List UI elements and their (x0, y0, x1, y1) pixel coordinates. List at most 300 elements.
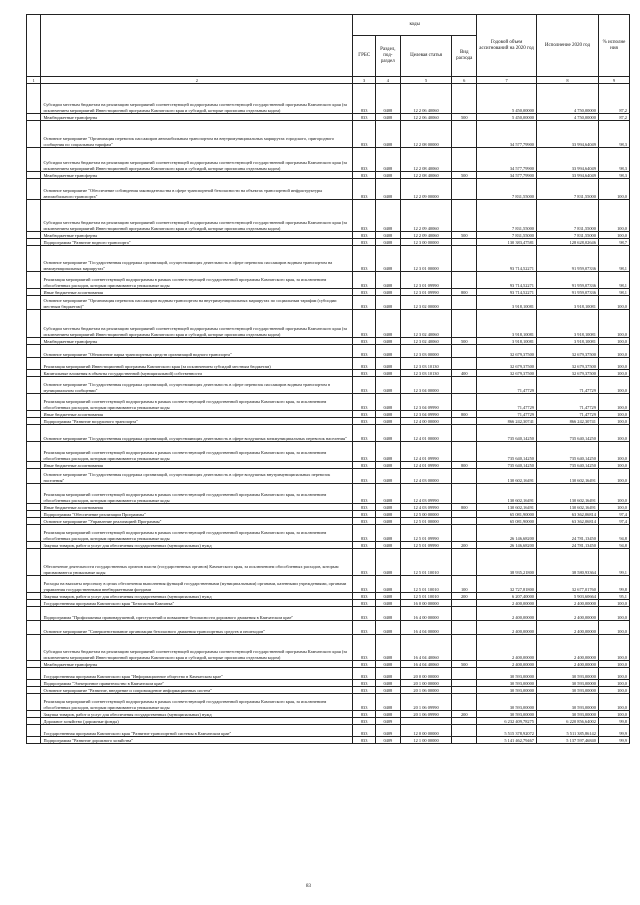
row-name: Государственная программа Камчатского края "Безопасная Камчатка" (41, 600, 353, 607)
row-grbs: 833 (353, 593, 376, 600)
row-target-article: 20 0 00 00000 (400, 668, 452, 680)
row-percent: 100,0 (598, 345, 629, 358)
row-execution: 30 593,00000 (537, 687, 599, 694)
column-number: 8 (537, 77, 599, 84)
row-section: 0408 (375, 148, 400, 172)
row-execution: 30 593,00000 (537, 668, 599, 680)
row-grbs: 833 (353, 289, 376, 296)
row-target-article: 12 3 01 09990 (400, 272, 452, 289)
row-annual-plan: 30 593,00000 (477, 680, 537, 687)
table-row (27, 148, 630, 172)
row-name: Подпрограмма "Развитие водного транспорта" (41, 239, 353, 246)
row-annual-plan: 735 640,14250 (477, 442, 537, 462)
row-name: Основное мероприятие "Организация перевозок пассажиров водным транспортом на внутримуниципальных маршрутах по социальным тарифам (субсидии местным бюджетам)" (41, 296, 353, 310)
row-expense-type: 800 (452, 462, 477, 469)
row-percent: 98,1 (598, 246, 629, 272)
header-percent: % исполне ния (598, 15, 629, 77)
row-annual-plan: 130 602,16491 (477, 504, 537, 511)
table-row (27, 370, 630, 377)
row-name: Основное мероприятие "Государственная поддержка организаций, осуществляющих деятельность в сфере воздушных внутримуниципальных перевозок населения" (41, 469, 353, 484)
column-number-row (27, 77, 630, 84)
row-name: Иные бюджетные ассигнования (41, 504, 353, 511)
row-grbs: 833 (353, 711, 376, 718)
table-row (27, 593, 630, 600)
row-percent: 100,0 (598, 418, 629, 425)
row-annual-plan: 5 450,00000 (477, 114, 537, 121)
row-grbs: 833 (353, 394, 376, 411)
row-grbs: 833 (353, 694, 376, 711)
row-target-article: 12 2 09 40060 (400, 200, 452, 232)
row-percent: 99,9 (598, 737, 629, 744)
row-blank-cell (27, 718, 41, 725)
row-execution: 71,47729 (537, 377, 599, 394)
row-percent: 98,1 (598, 289, 629, 296)
table-row (27, 338, 630, 345)
row-annual-plan: 5 450,00000 (477, 84, 537, 114)
row-target-article: 16 4 04 40060 (400, 661, 452, 668)
table-row (27, 737, 630, 744)
row-target-article: 12 5 01 10010 (400, 576, 452, 593)
row-percent: 100,0 (598, 462, 629, 469)
row-execution: 30 593,00000 (537, 694, 599, 711)
row-grbs: 833 (353, 345, 376, 358)
row-name: Государственная программа Камчатского края "Информационное общество в Камчатском крае" (41, 668, 353, 680)
row-annual-plan: 2 400,00000 (477, 621, 537, 635)
row-name: Субсидии местным бюджетам на реализацию мероприятий соответствующей подпрограммы соответствующей государственной программы Камчатского края (за исключением мероприятий Инвестиционной программы Камчатского края и субсидий, которые прописаны отдельным кодом) (41, 148, 353, 172)
row-annual-plan: 32 679,37500 (477, 358, 537, 370)
row-target-article: 12 4 00 00000 (400, 418, 452, 425)
table-row (27, 442, 630, 462)
row-section: 0408 (375, 525, 400, 542)
row-execution: 3 918,10081 (537, 296, 599, 310)
row-execution: 2 400,00000 (537, 621, 599, 635)
row-blank-cell (27, 200, 41, 232)
row-section: 0408 (375, 442, 400, 462)
row-grbs: 833 (353, 542, 376, 549)
row-grbs: 833 (353, 296, 376, 310)
row-percent: 100,0 (598, 200, 629, 232)
row-grbs: 833 (353, 338, 376, 345)
row-annual-plan: 34 577,79900 (477, 121, 537, 148)
row-execution: 91 959,07336 (537, 272, 599, 289)
row-percent: 100,0 (598, 232, 629, 239)
row-blank-cell (27, 442, 41, 462)
header-expense-type: Вид расхода (452, 36, 477, 77)
row-annual-plan: 3 918,10081 (477, 338, 537, 345)
row-grbs: 833 (353, 504, 376, 511)
row-execution: 2 400,00000 (537, 600, 599, 607)
table-row (27, 462, 630, 469)
row-percent: 94,8 (598, 525, 629, 542)
row-section: 0408 (375, 272, 400, 289)
row-percent: 100,0 (598, 469, 629, 484)
row-expense-type (452, 518, 477, 525)
row-target-article: 12 5 01 00000 (400, 518, 452, 525)
row-percent: 94,8 (598, 542, 629, 549)
row-name: Реализация мероприятий Инвестиционной программы Камчатского края (за исключением субсидий местным бюджетам) (41, 358, 353, 370)
table-row (27, 114, 630, 121)
row-name: Закупка товаров, работ и услуг для обеспечения государственных (муниципальных) нужд (41, 593, 353, 600)
row-execution: 33 994,64049 (537, 148, 599, 172)
row-percent: 95,1 (598, 593, 629, 600)
row-execution: 32 677,01760 (537, 576, 599, 593)
row-name: Закупка товаров, работ и услуг для обеспечения государственных (муниципальных) нужд (41, 711, 353, 718)
row-blank-cell (27, 694, 41, 711)
row-section: 0408 (375, 511, 400, 518)
row-execution: 5 137 597,46840 (537, 737, 599, 744)
row-blank-cell (27, 504, 41, 511)
row-annual-plan: 866 242,30741 (477, 418, 537, 425)
row-grbs: 833 (353, 246, 376, 272)
row-target-article: 12 2 09 00000 (400, 179, 452, 200)
row-annual-plan: 71,47729 (477, 377, 537, 394)
row-expense-type (452, 442, 477, 462)
row-target-article: 12 2 08 40060 (400, 172, 452, 179)
row-section: 0408 (375, 635, 400, 661)
row-expense-type (452, 469, 477, 484)
row-name: Реализация мероприятий соответствующей подпрограммы в рамках соответствующей государственной программы Камчатского края, за исключением обособленных расходов, которым присваиваются уникальные коды (41, 272, 353, 289)
row-name: Основное мероприятие "Государственная поддержка организаций, осуществляющих деятельность в сфере перевозок пассажиров водным транспортом на межмуниципальных маршрутах" (41, 246, 353, 272)
row-blank-cell (27, 635, 41, 661)
row-annual-plan: 34 577,79900 (477, 148, 537, 172)
row-percent: 100,0 (598, 687, 629, 694)
row-percent: 100,0 (598, 600, 629, 607)
row-section: 0408 (375, 680, 400, 687)
row-annual-plan: 65 081,90000 (477, 511, 537, 518)
row-percent: 100,0 (598, 310, 629, 338)
row-grbs: 833 (353, 518, 376, 525)
row-execution: 2 400,00000 (537, 635, 599, 661)
budget-table-sheet (26, 14, 630, 744)
row-grbs: 833 (353, 358, 376, 370)
row-grbs: 833 (353, 232, 376, 239)
row-percent: 98,3 (598, 121, 629, 148)
row-expense-type (452, 246, 477, 272)
row-percent: 100,0 (598, 377, 629, 394)
row-section: 0408 (375, 232, 400, 239)
table-row (27, 607, 630, 621)
row-blank-cell (27, 148, 41, 172)
row-grbs: 833 (353, 668, 376, 680)
row-blank-cell (27, 394, 41, 411)
row-blank-cell (27, 345, 41, 358)
row-blank-cell (27, 668, 41, 680)
row-execution: 71,47729 (537, 411, 599, 418)
table-row (27, 345, 630, 358)
row-expense-type: 200 (452, 593, 477, 600)
row-target-article: 12 5 00 00000 (400, 511, 452, 518)
row-grbs: 833 (353, 114, 376, 121)
row-name: Расходы на выплаты персоналу в целях обеспечения выполнения функций государственными (муниципальными) органами, казенными учреждениями, органами управления государственными внебюджетными фондами (41, 576, 353, 593)
row-expense-type: 500 (452, 172, 477, 179)
row-grbs: 833 (353, 370, 376, 377)
row-expense-type: 500 (452, 232, 477, 239)
row-blank-cell (27, 549, 41, 576)
row-blank-cell (27, 511, 41, 518)
table-row (27, 635, 630, 661)
row-expense-type (452, 718, 477, 725)
row-section: 0408 (375, 542, 400, 549)
row-annual-plan: 735 640,14250 (477, 425, 537, 442)
row-target-article: 16 0 00 00000 (400, 600, 452, 607)
row-annual-plan: 34 577,79900 (477, 172, 537, 179)
row-execution: 7 831,55000 (537, 179, 599, 200)
row-grbs: 833 (353, 172, 376, 179)
row-target-article: 12 2 08 40060 (400, 148, 452, 172)
row-section: 0408 (375, 310, 400, 338)
row-execution: 4 750,00000 (537, 114, 599, 121)
row-blank-cell (27, 687, 41, 694)
row-percent: 100,0 (598, 296, 629, 310)
row-section: 0409 (375, 725, 400, 737)
row-target-article: 12 3 01 00000 (400, 246, 452, 272)
row-section: 0408 (375, 549, 400, 576)
table-row (27, 504, 630, 511)
row-expense-type (452, 600, 477, 607)
row-execution: 6 220 856,64002 (537, 718, 599, 725)
row-grbs: 833 (353, 680, 376, 687)
table-row (27, 725, 630, 737)
row-expense-type: 200 (452, 542, 477, 549)
row-execution: 24 781,13450 (537, 542, 599, 549)
row-section: 0408 (375, 200, 400, 232)
row-execution: 63 362,06814 (537, 518, 599, 525)
row-grbs: 833 (353, 525, 376, 542)
row-blank-cell (27, 425, 41, 442)
row-target-article: 20 1 06 09990 (400, 694, 452, 711)
row-target-article: 12 4 01 09990 (400, 462, 452, 469)
table-row (27, 525, 630, 542)
row-blank-cell (27, 518, 41, 525)
row-blank-cell (27, 232, 41, 239)
row-blank-cell (27, 484, 41, 504)
row-annual-plan: 93 714,52271 (477, 246, 537, 272)
row-section: 0408 (375, 518, 400, 525)
row-expense-type (452, 148, 477, 172)
table-row (27, 600, 630, 607)
row-section: 0408 (375, 711, 400, 718)
table-row (27, 425, 630, 442)
row-grbs: 833 (353, 576, 376, 593)
row-expense-type: 800 (452, 504, 477, 511)
row-name: Реализация мероприятий соответствующей подпрограммы в рамках соответствующей государственной программы Камчатского края, за исключением обособленных расходов, которым присваиваются уникальные коды (41, 525, 353, 542)
row-section: 0408 (375, 172, 400, 179)
budget-execution-table (26, 14, 630, 744)
table-row (27, 200, 630, 232)
row-section: 0408 (375, 239, 400, 246)
row-blank-cell (27, 600, 41, 607)
row-blank-cell (27, 469, 41, 484)
row-blank-cell (27, 179, 41, 200)
row-target-article: 12 2 06 40060 (400, 114, 452, 121)
row-target-article: 12 2 08 00000 (400, 121, 452, 148)
row-percent: 100,0 (598, 694, 629, 711)
row-execution: 38 580,93364 (537, 549, 599, 576)
row-target-article: 12 2 06 40060 (400, 84, 452, 114)
table-row (27, 711, 630, 718)
row-expense-type (452, 310, 477, 338)
row-execution: 3 918,10081 (537, 338, 599, 345)
table-row (27, 84, 630, 114)
row-expense-type: 200 (452, 711, 477, 718)
row-expense-type: 500 (452, 114, 477, 121)
row-section: 0408 (375, 370, 400, 377)
table-row (27, 576, 630, 593)
row-percent: 100,0 (598, 711, 629, 718)
row-target-article: 12 3 02 40060 (400, 310, 452, 338)
row-expense-type (452, 694, 477, 711)
row-grbs: 833 (353, 425, 376, 442)
row-annual-plan: 6 207,40000 (477, 593, 537, 600)
table-row (27, 246, 630, 272)
row-target-article: 12 1 00 00000 (400, 737, 452, 744)
row-blank-cell (27, 725, 41, 737)
row-annual-plan: 2 400,00000 (477, 635, 537, 661)
row-execution: 4 750,00000 (537, 84, 599, 114)
row-grbs: 833 (353, 310, 376, 338)
row-section: 0408 (375, 576, 400, 593)
row-blank-cell (27, 525, 41, 542)
row-expense-type (452, 272, 477, 289)
row-name: Иные бюджетные ассигнования (41, 462, 353, 469)
header-col-2 (41, 15, 353, 77)
row-execution: 735 640,14250 (537, 442, 599, 462)
row-target-article: 20 1 06 00000 (400, 687, 452, 694)
row-target-article: 12 3 04 09990 (400, 411, 452, 418)
row-execution: 32 679,37500 (537, 345, 599, 358)
row-section: 0408 (375, 661, 400, 668)
row-annual-plan: 7 831,55000 (477, 200, 537, 232)
row-target-article: 12 4 03 09990 (400, 504, 452, 511)
row-expense-type (452, 425, 477, 442)
header-annual-plan: Годовой объем ассигнований на 2020 год (477, 15, 537, 77)
row-name: Иные бюджетные ассигнования (41, 411, 353, 418)
row-section: 0408 (375, 462, 400, 469)
row-target-article: 12 3 00 00000 (400, 239, 452, 246)
header-col-1 (27, 15, 41, 77)
row-target-article: 12 4 01 00000 (400, 425, 452, 442)
row-annual-plan: 6 232 409,78275 (477, 718, 537, 725)
row-annual-plan: 2 400,00000 (477, 600, 537, 607)
row-percent: 98,3 (598, 148, 629, 172)
row-section: 0408 (375, 600, 400, 607)
row-target-article: 12 3 02 00000 (400, 296, 452, 310)
row-name: Государственная программа Камчатского края "Развитие транспортной системы в Камчатском крае" (41, 725, 353, 737)
row-execution: 30 593,00000 (537, 680, 599, 687)
row-percent: 100,0 (598, 680, 629, 687)
row-section: 0408 (375, 358, 400, 370)
row-expense-type: 400 (452, 370, 477, 377)
row-expense-type: 500 (452, 661, 477, 668)
row-blank-cell (27, 462, 41, 469)
row-execution: 33 994,64049 (537, 172, 599, 179)
row-percent: 87,2 (598, 84, 629, 114)
row-name: Подпрограмма "Развитие воздушного транспорта" (41, 418, 353, 425)
row-section: 0408 (375, 411, 400, 418)
row-section: 0408 (375, 289, 400, 296)
table-row (27, 358, 630, 370)
row-target-article (400, 718, 452, 725)
table-row (27, 680, 630, 687)
row-section: 0408 (375, 179, 400, 200)
row-blank-cell (27, 576, 41, 593)
row-name: Основное мероприятие "Развитие, внедрение и сопровождение информационных систем" (41, 687, 353, 694)
row-name: Капитальные вложения в объекты государственной (муниципальной) собственности (41, 370, 353, 377)
row-percent: 99,1 (598, 549, 629, 576)
row-section: 0408 (375, 418, 400, 425)
row-grbs: 833 (353, 179, 376, 200)
row-grbs: 833 (353, 687, 376, 694)
row-expense-type (452, 635, 477, 661)
row-annual-plan: 2 400,00000 (477, 661, 537, 668)
row-target-article: 16 4 04 40060 (400, 635, 452, 661)
row-section: 0408 (375, 484, 400, 504)
row-execution: 7 831,55000 (537, 200, 599, 232)
row-name: Подпрограмма "Развитие дорожного хозяйства" (41, 737, 353, 744)
row-expense-type (452, 121, 477, 148)
row-section: 0408 (375, 296, 400, 310)
row-expense-type (452, 200, 477, 232)
row-section: 0408 (375, 668, 400, 680)
row-expense-type: 500 (452, 338, 477, 345)
row-section: 0409 (375, 737, 400, 744)
table-row (27, 661, 630, 668)
table-row (27, 542, 630, 549)
row-annual-plan: 3 918,10081 (477, 310, 537, 338)
row-percent: 100,0 (598, 504, 629, 511)
page-number: 83 (306, 884, 311, 889)
row-annual-plan: 30 593,00000 (477, 694, 537, 711)
row-name: Реализация мероприятий соответствующей подпрограммы в рамках соответствующей государственной программы Камчатского края, за исключением обособленных расходов, которым присваиваются уникальные коды (41, 442, 353, 462)
row-blank-cell (27, 296, 41, 310)
row-annual-plan: 93 714,52271 (477, 289, 537, 296)
row-annual-plan: 26 146,68200 (477, 525, 537, 542)
row-annual-plan: 32 679,37500 (477, 345, 537, 358)
row-blank-cell (27, 418, 41, 425)
row-blank-cell (27, 737, 41, 744)
table-row (27, 694, 630, 711)
row-percent: 100,0 (598, 411, 629, 418)
row-blank-cell (27, 370, 41, 377)
row-percent: 87,2 (598, 114, 629, 121)
row-grbs: 833 (353, 462, 376, 469)
row-percent: 98,1 (598, 272, 629, 289)
row-annual-plan: 93 714,52271 (477, 272, 537, 289)
row-execution: 2 400,00000 (537, 607, 599, 621)
row-name: Подпрограмма "Электронное правительство в Камчатском крае" (41, 680, 353, 687)
row-section: 0408 (375, 394, 400, 411)
row-percent: 100,0 (598, 635, 629, 661)
row-section: 0408 (375, 121, 400, 148)
row-expense-type (452, 680, 477, 687)
row-expense-type (452, 737, 477, 744)
row-execution: 71,47729 (537, 394, 599, 411)
row-expense-type (452, 607, 477, 621)
row-expense-type (452, 687, 477, 694)
row-annual-plan: 7 831,55000 (477, 179, 537, 200)
row-grbs: 833 (353, 725, 376, 737)
row-percent: 99,9 (598, 725, 629, 737)
table-row (27, 239, 630, 246)
row-annual-plan: 71,47729 (477, 394, 537, 411)
row-name: Дорожное хозяйство (дорожные фонды) (41, 718, 353, 725)
row-execution: 91 959,07336 (537, 289, 599, 296)
table-row (27, 718, 630, 725)
row-grbs: 833 (353, 239, 376, 246)
row-target-article: 16 4 04 00000 (400, 621, 452, 635)
row-execution: 33 994,64049 (537, 121, 599, 148)
row-percent: 99,8 (598, 718, 629, 725)
